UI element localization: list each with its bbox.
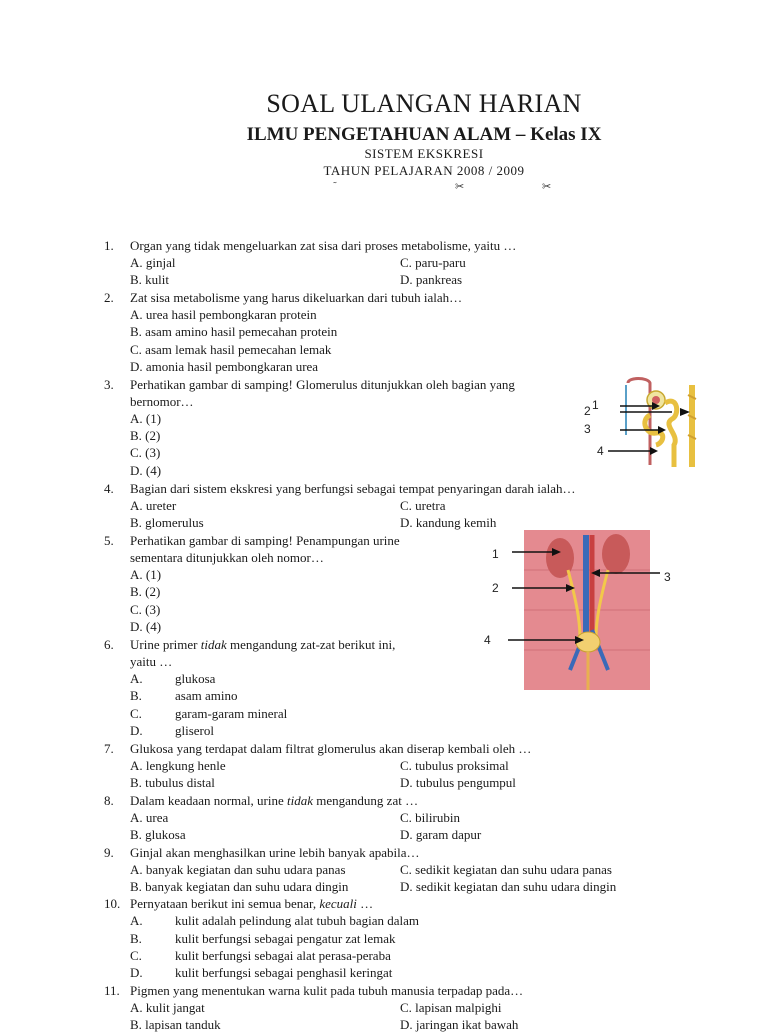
option-b: B. (2) bbox=[130, 584, 161, 599]
option-b: B. tubulus distal bbox=[130, 775, 215, 790]
option-d-letter: D. bbox=[130, 723, 143, 738]
question-text: Zat sisa metabolisme yang harus dikeluarkan dari tubuh ialah… bbox=[130, 290, 463, 305]
urinary-label-1: 1 bbox=[492, 547, 499, 561]
option-a: A. urea hasil pembongkaran protein bbox=[130, 307, 317, 322]
option-b: asam amino bbox=[175, 688, 238, 703]
question-text-cont: sementara ditunjukkan oleh nomor… bbox=[130, 550, 324, 565]
scissor-mark: ✂ bbox=[455, 181, 465, 193]
question-text: Pernyataan berikut ini semua benar, kecuali … bbox=[130, 896, 374, 911]
option-c: C. lapisan malpighi bbox=[400, 1000, 502, 1015]
question-text: Urine primer tidak mengandung zat-zat berikut ini, bbox=[130, 637, 396, 652]
option-b: kulit berfungsi sebagai pengatur zat lemak bbox=[175, 931, 396, 946]
option-d: D. (4) bbox=[130, 463, 162, 478]
option-c: C. tubulus proksimal bbox=[400, 758, 509, 773]
urinary-pointers bbox=[500, 540, 690, 650]
option-a: A. kulit jangat bbox=[130, 1000, 205, 1015]
option-a-letter: A. bbox=[130, 671, 143, 686]
question-text: Pigmen yang menentukan warna kulit pada tubuh manusia terpadap pada… bbox=[130, 983, 524, 998]
question-text-cont: yaitu … bbox=[130, 654, 173, 669]
option-a: glukosa bbox=[175, 671, 216, 686]
question-text: Bagian dari sistem ekskresi yang berfungsi sebagai tempat penyaringan darah ialah… bbox=[130, 481, 576, 496]
option-d: kulit berfungsi sebagai penghasil keringat bbox=[175, 965, 393, 980]
option-b-letter: B. bbox=[130, 931, 142, 946]
option-d: D. kandung kemih bbox=[400, 515, 497, 530]
option-a: A. banyak kegiatan dan suhu udara panas bbox=[130, 862, 346, 877]
scissor-mark: ✂ bbox=[542, 181, 552, 193]
option-d-letter: D. bbox=[130, 965, 143, 980]
option-d: D. (4) bbox=[130, 619, 162, 634]
page-topic: SISTEM EKSKRESI bbox=[364, 146, 484, 161]
option-b: B. banyak kegiatan dan suhu udara dingin bbox=[130, 879, 349, 894]
question-text: Dalam keadaan normal, urine tidak mengandung zat … bbox=[130, 793, 419, 808]
question-text: Perhatikan gambar di samping! Glomerulus ditunjukkan oleh bagian yang bbox=[130, 377, 515, 392]
nephron-figure bbox=[580, 375, 710, 475]
option-b: B. (2) bbox=[130, 428, 161, 443]
question-text: Ginjal akan menghasilkan urine lebih banyak apabila… bbox=[130, 845, 420, 860]
school-year: TAHUN PELAJARAN 2008 / 2009 bbox=[323, 163, 525, 178]
option-a: A. (1) bbox=[130, 567, 162, 582]
option-b: B. asam amino hasil pemecahan protein bbox=[130, 324, 338, 339]
option-d: D. garam dapur bbox=[400, 827, 482, 842]
option-b-letter: B. bbox=[130, 688, 142, 703]
option-a: A. urea bbox=[130, 810, 169, 825]
option-a: A. ureter bbox=[130, 498, 177, 513]
option-c-letter: C. bbox=[130, 706, 142, 721]
question-text: Perhatikan gambar di samping! Penampungan urine bbox=[130, 533, 400, 548]
nephron-label-3: 3 bbox=[584, 422, 591, 436]
scan-mark: ˜ bbox=[333, 180, 337, 192]
nephron-label-4: 4 bbox=[597, 444, 604, 458]
option-d: D. sedikit kegiatan dan suhu udara dingin bbox=[400, 879, 617, 894]
option-b: B. glukosa bbox=[130, 827, 186, 842]
option-b: B. kulit bbox=[130, 272, 170, 287]
option-c: C. asam lemak hasil pemecahan lemak bbox=[130, 342, 332, 357]
option-c: C. bilirubin bbox=[400, 810, 460, 825]
page-title: SOAL ULANGAN HARIAN bbox=[266, 89, 582, 118]
option-b: B. lapisan tanduk bbox=[130, 1017, 221, 1032]
option-a: A. (1) bbox=[130, 411, 162, 426]
option-c: C. (3) bbox=[130, 602, 161, 617]
option-c: C. uretra bbox=[400, 498, 446, 513]
option-c: C. sedikit kegiatan dan suhu udara panas bbox=[400, 862, 612, 877]
option-a-letter: A. bbox=[130, 913, 143, 928]
nephron-label-1: 1 bbox=[592, 398, 599, 412]
urinary-label-3: 3 bbox=[664, 570, 671, 584]
option-a: kulit adalah pelindung alat tubuh bagian dalam bbox=[175, 913, 420, 928]
page-subject: ILMU PENGETAHUAN ALAM – Kelas IX bbox=[246, 124, 602, 145]
option-d: D. jaringan ikat bawah bbox=[400, 1017, 519, 1032]
option-c-letter: C. bbox=[130, 948, 142, 963]
option-d: D. pankreas bbox=[400, 272, 463, 287]
question-text: Organ yang tidak mengeluarkan zat sisa dari proses metabolisme, yaitu … bbox=[130, 238, 517, 253]
nephron-diagram bbox=[580, 375, 710, 475]
option-d: gliserol bbox=[175, 723, 214, 738]
option-c: C. paru-paru bbox=[400, 255, 466, 270]
option-b: B. glomerulus bbox=[130, 515, 204, 530]
option-c: garam-garam mineral bbox=[175, 706, 288, 721]
option-c: C. (3) bbox=[130, 445, 161, 460]
option-a: A. ginjal bbox=[130, 255, 176, 270]
question-text-cont: bernomor… bbox=[130, 394, 194, 409]
option-c: kulit berfungsi sebagai alat perasa-peraba bbox=[175, 948, 391, 963]
nephron-label-2: 2 bbox=[584, 404, 591, 418]
option-d: D. amonia hasil pembongkaran urea bbox=[130, 359, 319, 374]
option-d: D. tubulus pengumpul bbox=[400, 775, 516, 790]
urinary-label-4: 4 bbox=[484, 633, 491, 647]
urinary-label-2: 2 bbox=[492, 581, 499, 595]
option-a: A. lengkung henle bbox=[130, 758, 226, 773]
question-text: Glukosa yang terdapat dalam filtrat glomerulus akan diserap kembali oleh … bbox=[130, 741, 532, 756]
